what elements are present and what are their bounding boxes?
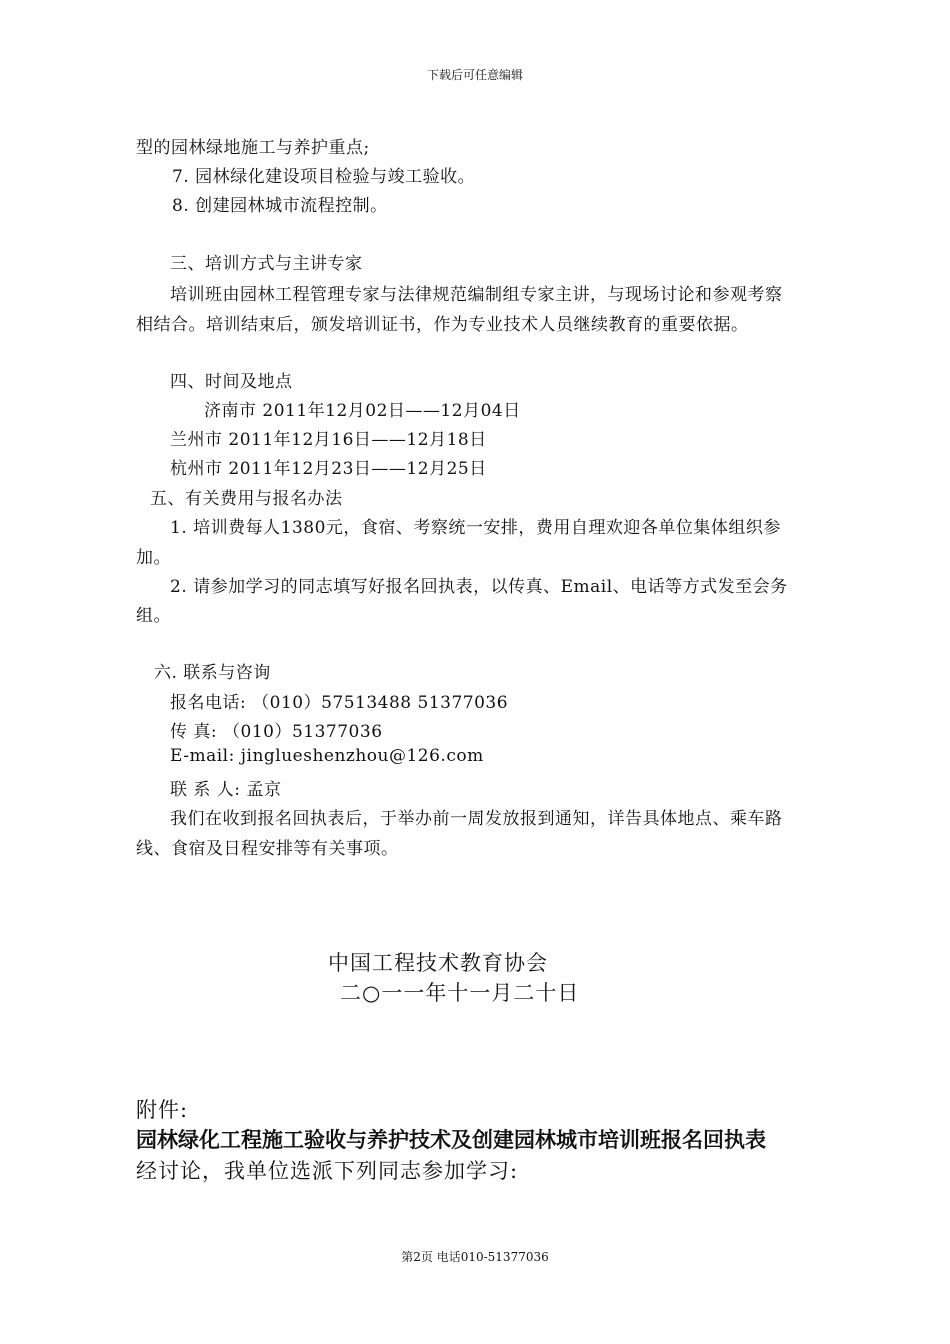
- attachment-title: 园林绿化工程施工验收与养护技术及创建园林城市培训班报名回执表: [136, 1127, 766, 1152]
- section-4-heading: 四、时间及地点: [170, 372, 293, 392]
- list-item-continued: 型的园林绿地施工与养护重点;: [136, 138, 370, 158]
- attachment-label: 附件:: [136, 1098, 189, 1122]
- section-3-paragraph-line2: 相结合。培训结束后，颁发培训证书，作为专业技术人员继续教育的重要依据。: [136, 315, 749, 335]
- notice-line2: 线、食宿及日程安排等有关事项。: [136, 839, 399, 859]
- signature-date: 二○一一年十一月二十日: [340, 981, 580, 1005]
- fee-item-2-line2: 组。: [136, 606, 171, 626]
- contact-fax: 传 真: （010）51377036: [170, 722, 383, 742]
- contact-phone: 报名电话: （010）57513488 51377036: [170, 693, 509, 713]
- schedule-jinan: 济南市 2011年12月02日——12月04日: [204, 401, 521, 421]
- section-3-paragraph-line1: 培训班由园林工程管理专家与法律规范编制组专家主讲，与现场讨论和参观考察: [170, 285, 783, 305]
- fee-item-1-line2: 加。: [136, 548, 171, 568]
- fee-item-1-line1: 1. 培训费每人1380元，食宿、考察统一安排，费用自理欢迎各单位集体组织参: [170, 518, 781, 538]
- notice-line1: 我们在收到报名回执表后，于举办前一周发放报到通知，详告具体地点、乘车路: [170, 809, 783, 829]
- page-footer: 第2页 电话010-51377036: [401, 1250, 549, 1264]
- signature-organization: 中国工程技术教育协会: [328, 951, 548, 975]
- section-5-heading: 五、有关费用与报名办法: [150, 489, 343, 509]
- section-3-heading: 三、培训方式与主讲专家: [170, 254, 363, 274]
- schedule-lanzhou: 兰州市 2011年12月16日——12月18日: [170, 430, 487, 450]
- list-item-7: 7. 园林绿化建设项目检验与竣工验收。: [172, 167, 476, 187]
- page-header: 下载后可任意编辑: [426, 68, 523, 82]
- contact-person: 联 系 人: 孟京: [170, 780, 282, 800]
- list-item-8: 8. 创建园林城市流程控制。: [172, 196, 388, 216]
- fee-item-2-line1: 2. 请参加学习的同志填写好报名回执表，以传真、Email、电话等方式发至会务: [170, 577, 788, 597]
- section-6-heading: 六. 联系与咨询: [154, 663, 271, 683]
- attachment-intro: 经讨论，我单位选派下列同志参加学习:: [136, 1159, 519, 1183]
- schedule-hangzhou: 杭州市 2011年12月23日——12月25日: [170, 459, 487, 479]
- contact-email: E-mail: jinglueshenzhou@126.com: [170, 746, 484, 766]
